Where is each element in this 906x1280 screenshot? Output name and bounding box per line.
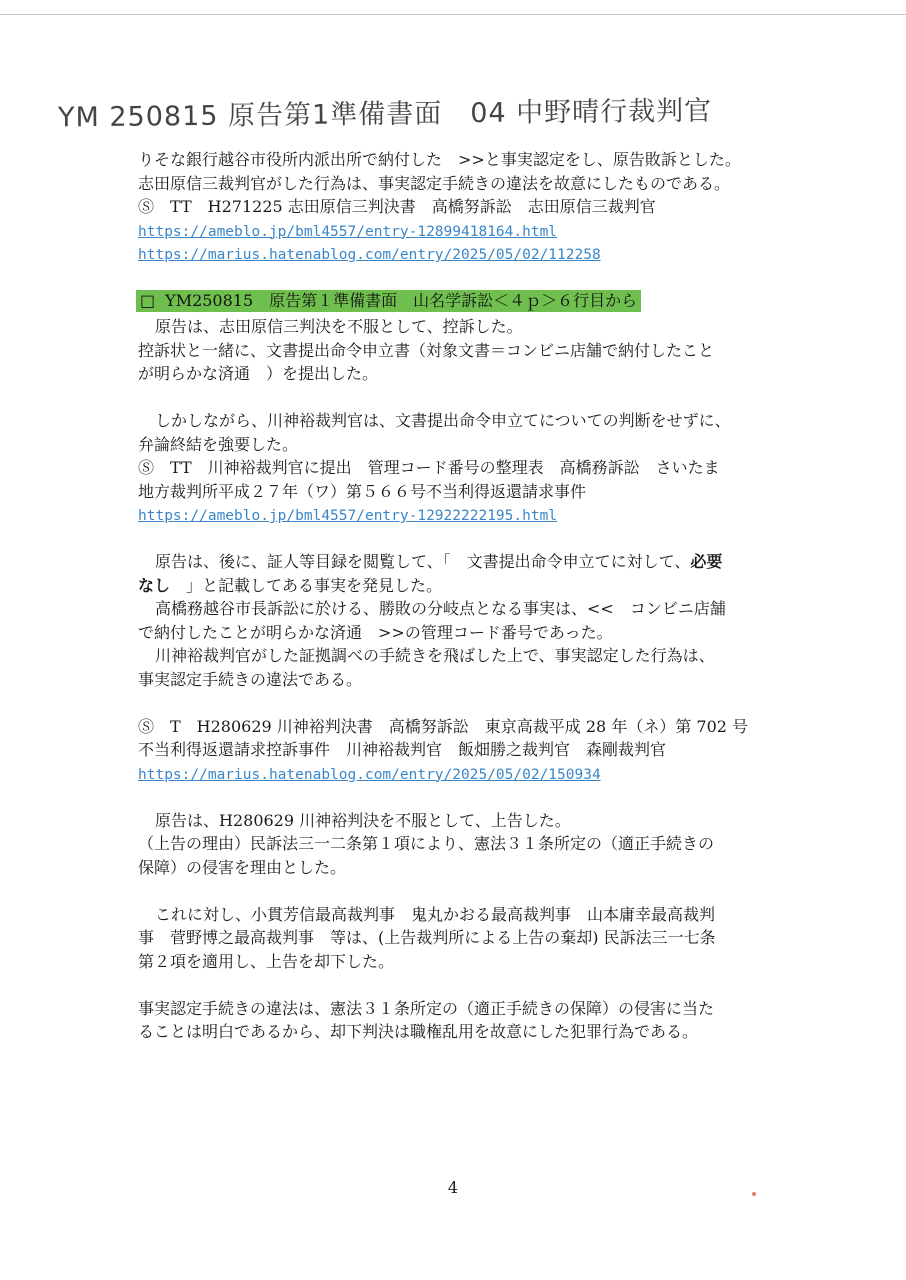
paragraph-line: 川神裕裁判官がした証拠調べの手続きを飛ばした上で、事実認定した行為は、 — [155, 646, 715, 665]
paragraph-line: 地方裁判所平成２７年（ワ）第５６６号不当利得返還請求事件 — [138, 481, 587, 501]
document-body — [138, 148, 838, 1044]
paragraph-line: 第２項を適用し、上告を却下した。 — [138, 951, 395, 971]
paragraph-line: 原告は、後に、証人等目録を閲覧して、「 文書提出命令申立てに対して、必要 — [155, 552, 723, 571]
paragraph-line: 高橋務越谷市長訴訟に於ける、勝敗の分岐点となる事実は、<< コンビニ店舗 — [155, 599, 726, 618]
paragraph-line: りそな銀行越谷市役所内派出所で納付した >>と事実認定をし、原告敗訴とした。 — [138, 150, 741, 169]
paragraph-line: で納付したことが明らかな済通 >>の管理コード番号であった。 — [138, 622, 613, 642]
paragraph-line: なし 」と記載してある事実を発見した。 — [138, 575, 443, 595]
ameblo-link[interactable]: https://ameblo.jp/bml4557/entry-12899418164.html — [138, 223, 558, 240]
source-citation: Ⓢ TT 川神裕裁判官に提出 管理コード番号の整理表 高橋務訴訟 さいたま — [138, 458, 720, 477]
paragraph-line: 弁論終結を強要した。 — [138, 434, 299, 454]
page-number: 4 — [447, 1178, 459, 1197]
paragraph-line: 不当利得返還請求控訴事件 川神裕裁判官 飯畑勝之裁判官 森剛裁判官 — [138, 740, 667, 759]
paragraph-line: 事実認定手続きの違法は、憲法３１条所定の（適正手続きの保障）の侵害に当た — [138, 998, 715, 1018]
paragraph-line: 事実認定手続きの違法である。 — [138, 669, 363, 689]
paragraph-line: 原告は、志田原信三判決を不服として、控訴した。 — [155, 317, 523, 336]
scan-edge-line — [0, 14, 906, 15]
paragraph-line: が明らかな済通 ）を提出した。 — [138, 364, 379, 383]
section-heading — [136, 290, 641, 312]
paragraph-line: 控訴状と一緒に、文書提出命令申立書（対象文書＝コンビニ店舗で納付したこと — [138, 340, 715, 360]
paragraph-line: これに対し、小貫芳信最高裁判事 鬼丸かおる最高裁判事 山本庸幸最高裁判 — [155, 904, 716, 924]
handwritten-title: YM 250815 原告第1準備書面 04 中野晴行裁判官 — [57, 95, 713, 134]
hatenablog-link[interactable]: https://marius.hatenablog.com/entry/2025/05/02/150934 — [138, 766, 601, 783]
paragraph-line: ることは明白であるから、却下判決は職権乱用を故意にした犯罪行為である。 — [138, 1022, 699, 1041]
paragraph-line: しかしながら、川神裕裁判官は、文書提出命令申立てについての判断をせずに、 — [155, 411, 731, 430]
paragraph-line: 志田原信三裁判官がした行為は、事実認定手続きの違法を故意にしたものである。 — [138, 173, 731, 193]
ameblo-link[interactable]: https://ameblo.jp/bml4557/entry-12922222195.html — [138, 508, 558, 524]
paragraph-line: 保障）の侵害を理由とした。 — [138, 857, 347, 877]
bold-text: 必要 — [690, 552, 723, 571]
section-heading-text: YM250815 原告第１準備書面 山名学訴訟＜４ｐ＞６行目から — [165, 291, 638, 310]
paragraph-line: （上告の理由）民訴法三一二条第１項により、憲法３１条所定の（適正手続きの — [138, 834, 715, 853]
hatenablog-link[interactable]: https://marius.hatenablog.com/entry/2025/05/02/112258 — [138, 247, 601, 263]
checkbox-icon: □ — [140, 291, 156, 310]
paragraph-line: 原告は、H280629 川神裕判決を不服として、上告した。 — [155, 810, 571, 830]
paragraph-line: 事 菅野博之最高裁判事 等は、(上告裁判所による上告の棄却) 民訴法三一七条 — [138, 928, 716, 947]
source-citation: Ⓢ TT H271225 志田原信三判決書 高橋努訴訟 志田原信三裁判官 — [138, 197, 656, 216]
source-citation: Ⓢ T H280629 川神裕判決書 高橋努訴訟 東京高裁平成 28 年（ネ）第 702 号 — [138, 716, 749, 736]
scan-speck — [752, 1192, 756, 1196]
bold-text: なし — [138, 575, 171, 595]
